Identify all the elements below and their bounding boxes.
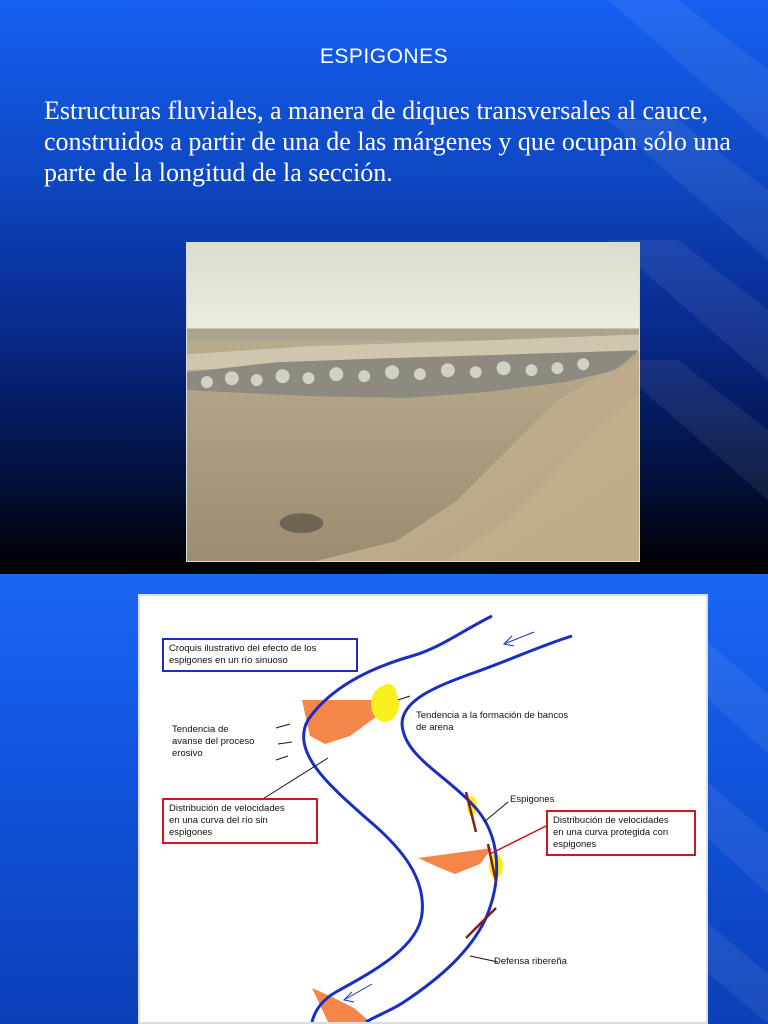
river-diagram xyxy=(138,594,708,1024)
label-bank-defense: Defensa ribereña xyxy=(494,956,567,967)
sand-deposit xyxy=(380,684,396,700)
label-groynes: Espigones xyxy=(510,794,555,805)
flow-arrow xyxy=(504,632,534,644)
label-erosion-tendency: Tendencia de avanse del proceso erosivo xyxy=(172,724,255,759)
river-groyne-photo xyxy=(186,242,640,562)
slide-bottom xyxy=(0,574,768,1024)
velocity-distribution-with-groynes xyxy=(418,848,492,874)
callout-velocity-with-groynes: Distribución de velocidades en una curva protegida con espigones xyxy=(546,810,696,856)
diagram-caption: Croquis ilustrativo del efecto de los espigones en un río sinuoso xyxy=(162,638,358,672)
groyne xyxy=(466,908,496,938)
label-sandbank-tendency: Tendencia a la formación de bancos de arena xyxy=(416,710,569,733)
callout-velocity-no-groynes: Distribución de velocidades en una curva del río sin espigones xyxy=(162,798,318,844)
slide-title: ESPIGONES xyxy=(319,45,449,68)
slide-body-text: Estructuras fluviales, a manera de diques transversales al cauce, construidos a partir de una de las márgenes y que ocupan sólo una parte de la longitud de la sección. xyxy=(44,96,731,188)
